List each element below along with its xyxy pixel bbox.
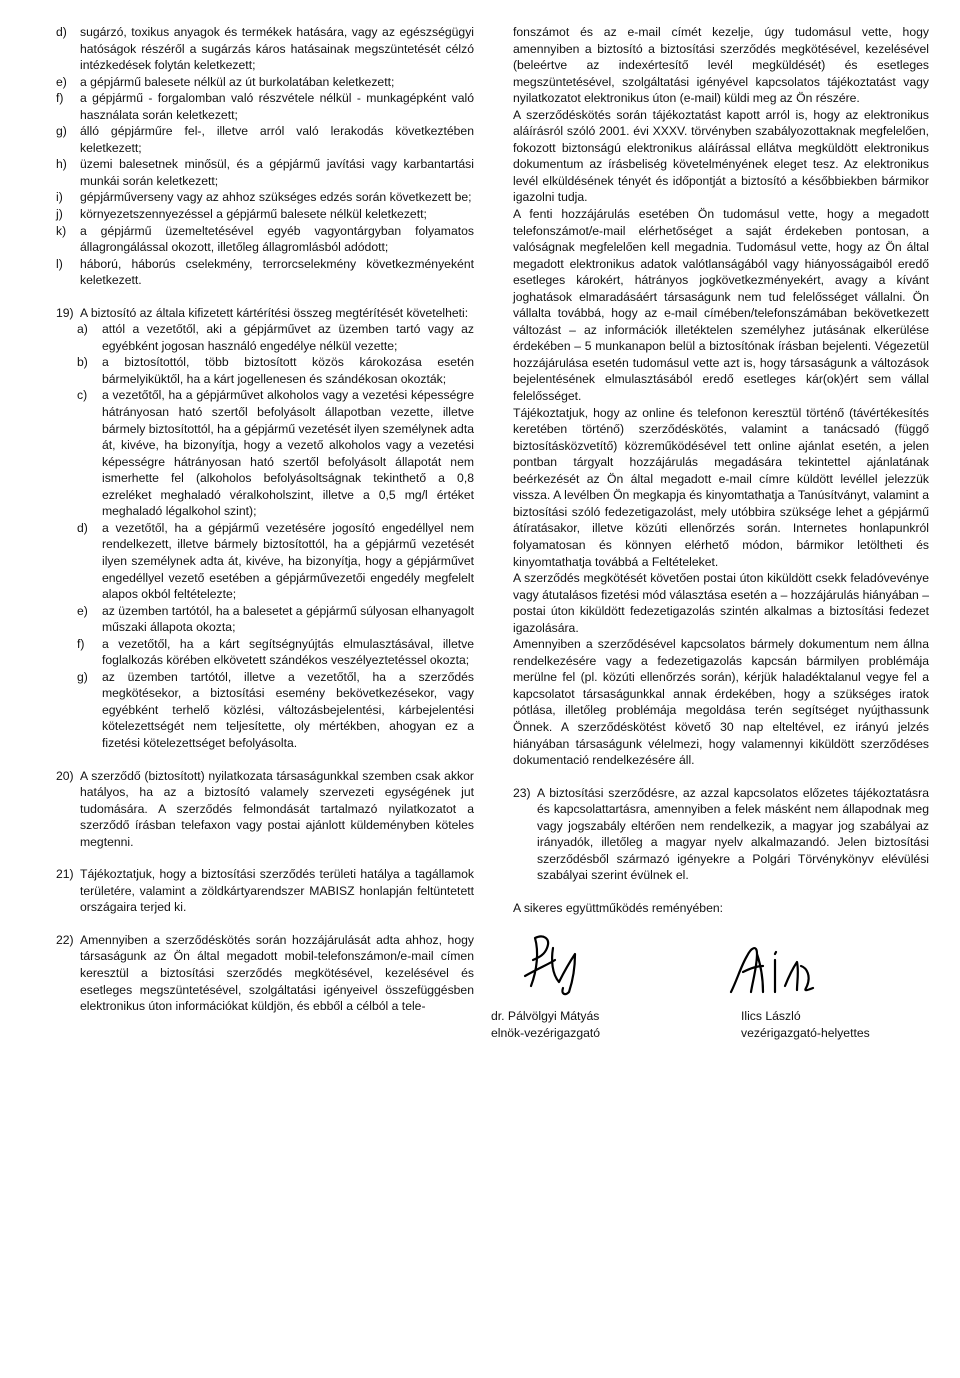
list-item [56,223,474,256]
paragraph: fonszámot és az e-mail címét kezelje, úgy tudomásul vette, hogy amennyiben a biztosító a biztosítási szerződés megkötésével, kezelésével (beleértve az indexértesítő levél megküldését) és esetleges megszüntetésével, szolgáltatási igényével kapcsolatos tájékoztatást vagy nyilatkozatot elektronikus úton (e-mail) küldi meg az Ön részére. [513,25,929,106]
item-label: b) [77,355,88,370]
item-label: a) [77,322,88,337]
item-label: e) [56,74,67,89]
section-heading [56,305,474,322]
item-text: háború, háborús cselekmény, terrorcselekmény következményeként keletkezett. [80,256,474,288]
section-text: A szerződő (biztosított) nyilatkozata társaságunkkal szemben csak akkor hatályos, ha az a biztosító valamely szervezeti egységének jut tudomására. A szerződés felmondását tartalmazó nyilatkozatot a szerződő írásban telefaxon vagy postai ajánlott küldeményben köteles megtenni. [80,768,474,849]
paragraph: Tájékoztatjuk, hogy az online és telefonon keresztül történő (távértékesítés keretében történő) szerződéskötés, valamint a tanácsadó (függő biztosításközvetítő) közreműködésével tett online ajánlat esetén, a jelen pontban tárgyalt hozzájárulás megadására tekintettel ajánlatának beérkezését az Ön által megadott e-mail címre küldött levéllel jelezzük vissza. A levélben Ön megkapja és kinyomtathatja a Tanúsítványt, valamint a biztosítási szóló fedezetigazolást, mely utóbbira szüksége lehet a gépjármű átíratásakor, illetve közúti ellenőrzés során. Internetes honlapunkról folyamatosan és könnyen elérhető módon, bármikor letöltheti és kinyomtathatja továbbá a Feltételeket. [513,405,929,569]
list-item [56,206,474,223]
item-label: i) [56,190,63,205]
section-number: 22) [56,932,74,947]
section-number: 20) [56,768,74,783]
item-text: a vezetőtől, ha a gépjármű vezetésére jogosító engedéllyel nem rendelkezett, illetve bármely biztosítottól, ha a gépjármű vezetését ilyen személynek adta át, kivéve, ha bizonyítja, hogy a gépjárművet engedéllyel vezető esetében a gépjárművezetői engedély megfelelt alapos okból feltételezte; [102,520,474,602]
list-item [77,321,474,354]
signature-ilics [727,936,819,998]
item-label: f) [56,91,64,106]
item-text: gépjárműverseny vagy az ahhoz szükséges edzés során következett be; [80,190,472,205]
paragraph: A szerződés megkötését követően postai úton kiküldött csekk feladóvevénye vagy átutalásos fizetési mód választása esetén a – hozzájárulás hiányában – postai úton kiküldött fedezetigazolás szintén alkalmas a biztosítási fedezet igazolására. [513,571,929,635]
section-text: Tájékoztatjuk, hogy a biztosítási szerződés területi hatálya a tagállamok területére, valamint a zöldkártyarendszer MABISZ honlapján feltüntetett országaira terjed ki. [80,867,474,915]
section-19 [56,305,474,752]
item-text: a gépjármű - forgalomban való részvétele nélkül - munkagépként való használata során keletkezett; [80,91,474,122]
list-item [56,123,474,156]
item-label: h) [56,157,67,172]
paragraph: Amennyiben a szerződésével kapcsolatos bármely dokumentum nem állna rendelkezésére vagy a fedezetigazolás kapcsán bármilyen problémája merülne fel (pl. közúti ellenőrzés során), kérjük haladéktalanul vegye fel a kapcsolatot társaságunkkal annak érdekében, hogy a szükséges iratok pótlása, illetőleg problémája megoldása terén segítséget nyújthassunk Önnek. A szerződéskötést követő 30 nap elteltével, ez irányú jelzés hiányában társaságunk vélelmezi, hogy valamennyi kiküldött szerződéses dokumentació rendelkezésére áll. [513,637,929,768]
item-label: d) [77,520,88,535]
item-label: l) [56,256,63,271]
paragraph: A fenti hozzájárulás esetében Ön tudomásul vette, hogy a megadott telefonszámot/e-mail elérhetőséget a saját érdekeben pontosan, a valóságnak megfelelően kell megadnia. Tudomásul vette, hogy az Ön által megadott elektronikus adatok valótlanságából vagy hiányosságaiból eredő esetleges károkért, hátrányos jogkövetkezményekért, avagy a kívánt joghatások elmaradásáért társaságunk nem tud felelősséget vállalni. Ön vállalta továbbá, hogy az e-mail címében/telefonszámában bekövetkezett változást – az információk illetéktelen személyhez jutásának elkerülése érdekében – 5 munkanapon belül a biztosítónak írásban bejelenti. Végezetül hozzájárulása esetén tudomásul vette azt is, hogy társaságunk a változások bejelentésének elmulasztásából eredő esetleges kár(ok)ért sem vállal felelősséget. [513,207,929,404]
section-text: Amennyiben a szerződéskötés során hozzájárulását adta ahhoz, hogy társaságunk az Ön által megadott mobil-telefonszámon/e-mail címen keresztül a biztosítási szerződés megkötésével, kezelésével és esetleges megszüntetésével, szolgáltatási igényeivel összefüggésben elektronikus úton információkat küldjön, és ebből a célból a tele- [80,932,474,1014]
item-text: az üzemben tartótól, illetve a vezetőtől, ha a szerződés megkötésekor, a biztosítási esemény bekövetkezésekor, vagy egyébként terhelő közlési, változásbejelentési, kárbejelentési kötelezettségét nem teljesítette, oly mértékben, ahogyan ez a fizetési kötelezettséget befolyásolta. [102,669,474,750]
left-column [56,24,474,1015]
list-item [77,520,474,603]
item-text: sugárzó, toxikus anyagok és termékek hatására, vagy az egészségügyi hatóságok részéről a sugárzás káros hatásainak megszüntetését célzó intézkedések folytán keletkezett; [80,25,474,73]
item-text: a vezetőtől, ha a gépjárművet alkoholos vagy a vezetési képességre hátrányosan ható szertől befolyásolt állapotban vezette, illetve bármely biztosítottól, ha a gépjármű vezetését ilyen személynek adta át, kivéve, ha bizonyítja, hogy a vezető alkoholos vagy a vezetési képességre hátrányosan ható szertől befolyásolt állapotát nem ismerhette fel (alkoholos befolyásoltságnak tekinthető a 0,8 ezreléket meghaladó véralkoholszint, illetve a 0,5 mg/l értéket meghaladó légalkohol szint); [102,388,474,519]
item-label: e) [77,603,88,618]
item-text: a vezetőtől, ha a kárt segítségnyújtás elmulasztásával, illetve foglalkozás körében elkövetett szándékos veszélyeztetéssel okozta; [102,636,474,668]
signer-name: Ilics László [741,1009,801,1024]
list-item [56,90,474,123]
right-column [491,24,929,1054]
item-text: üzemi balesetnek minősül, és a gépjármű javítási vagy karbantartási munkái során keletkezett; [80,157,474,188]
item-label: f) [77,636,85,651]
section-intro: A biztosító az általa kifizetett kártérítési összeg megtérítését követelheti: [80,305,469,320]
item-label: d) [56,25,67,39]
list-item [56,189,474,206]
item-text: a biztosítottól, több biztosított közös károkozása esetén bármelyiküktől, ha a kárt jogellenesen és szándékosan okozták; [102,355,474,386]
signer-2 [741,1008,870,1041]
item-label: j) [56,207,63,222]
list-item [77,603,474,636]
item-text: környezetszennyezéssel a gépjármű balesete nélkül keletkezett; [80,207,427,222]
list-item [77,354,474,387]
item-label: g) [77,669,88,684]
signer-name: dr. Pálvölgyi Mátyás [491,1009,600,1024]
item-text: a gépjármű balesete nélkül az út burkolatában keletkezett; [80,74,395,89]
section-text: A biztosítási szerződésre, az azzal kapcsolatos előzetes tájékoztatásra és kapcsolattartásra, amennyiben a felek másként nem állapodnak meg vagy jogszabály eltérően nem rendelkezik, a magyar jog szabályai az irányadók, illetőleg a magyar nyelv alkalmazandó. Jelen biztosítási szerződésből származó igényekre a Polgári Törvénykönyv elévülési szabályai szerint évülnek el. [537,785,929,883]
item-label: c) [77,388,88,403]
signature-palvolgyi [519,930,589,998]
exclusion-list [56,24,474,289]
signer-role: vezérigazgató-helyettes [741,1025,870,1040]
section-number: 19) [56,305,74,320]
list-item [77,669,474,752]
item-text: attól a vezetőtől, aki a gépjárművet az üzemben tartó vagy az egyébként jogosan használó engedélye nélkül vezette; [102,322,474,353]
list-item [56,74,474,91]
item-text: álló gépjárműre fel-, illetve arról való lerakodás következtében keletkezett; [80,124,474,155]
section-22 [56,932,474,1015]
list-item [56,156,474,189]
signer-role: elnök-vezérigazgató [491,1025,601,1040]
section-21 [56,866,474,916]
paragraph: A szerződéskötés során tájékoztatást kapott arról is, hogy az elektronikus aláírásról szóló 2001. évi XXXV. törvényben szabályozottaknak megfelelően, fokozott biztonságú elektronikus aláírással ellátva megküldött elektronikus dokumentum az írásbeliség követelményének eleget tesz. Az elektronikus levél elküldésének tényét és időpontját a biztosító a későbbiekben bármikor igazolni tudja. [513,107,929,205]
section-number: 23) [513,785,531,800]
signer-1 [491,1008,600,1041]
signature-block [491,930,929,1054]
list-item [56,24,474,74]
item-text: a gépjármű üzemeltetésével egyéb vagyontárgyban folyamatos állagrongálással okozott, illetőleg állagromlásból adódott; [80,223,474,255]
item-label: k) [56,223,67,238]
list-item [77,387,474,519]
list-item [56,256,474,289]
closing-text: A sikeres együttműködés reményében: [513,900,724,915]
item-text: az üzemben tartótól, ha a balesetet a gépjármű súlyosan elhanyagolt műszaki állapota okozta; [102,603,474,635]
section-23 [513,785,929,884]
section-number: 21) [56,867,74,882]
item-label: g) [56,124,67,139]
list-item [77,636,474,669]
section-20 [56,768,474,851]
